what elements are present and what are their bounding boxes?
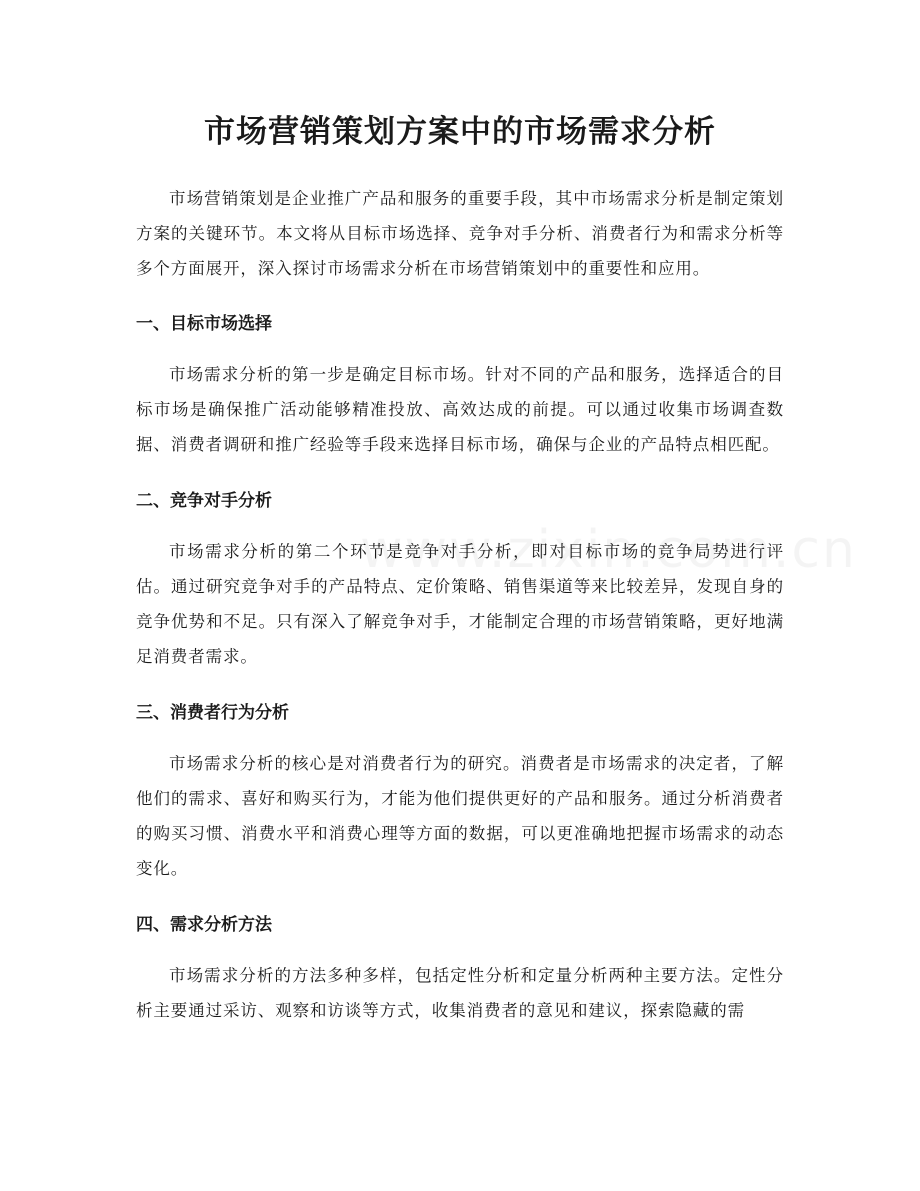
document-body bbox=[136, 181, 784, 1028]
section-body-competitor-analysis: 市场需求分析的第二个环节是竞争对手分析，即对目标市场的竞争局势进行评估。通过研究竞争对手的产品特点、定价策略、销售渠道等来比较差异，发现自身的竞争优势和不足。只有深入了解竞争对手，才能制定合理的市场营销策略，更好地满足消费者需求。 bbox=[136, 542, 784, 666]
section-heading-consumer-behavior: 三、消费者行为分析 bbox=[136, 703, 289, 723]
document-title: 市场营销策划方案中的市场需求分析 bbox=[204, 114, 716, 150]
section-body-demand-methods: 市场需求分析的方法多种多样，包括定性分析和定量分析两种主要方法。定性分析主要通过采访、观察和访谈等方式，收集消费者的意见和建议，探索隐藏的需 bbox=[136, 966, 784, 1020]
intro-paragraph: 市场营销策划是企业推广产品和服务的重要手段，其中市场需求分析是制定策划方案的关键环节。本文将从目标市场选择、竞争对手分析、消费者行为和需求分析等多个方面展开，深入探讨市场需求分析在市场营销策划中的重要性和应用。 bbox=[136, 189, 784, 278]
section-heading-demand-methods: 四、需求分析方法 bbox=[136, 915, 272, 935]
section-body-target-market: 市场需求分析的第一步是确定目标市场。针对不同的产品和服务，选择适合的目标市场是确保推广活动能够精准投放、高效达成的前提。可以通过收集市场调查数据、消费者调研和推广经验等手段来选择目标市场，确保与企业的产品特点相匹配。 bbox=[136, 365, 784, 454]
section-heading-target-market: 一、目标市场选择 bbox=[136, 314, 272, 334]
section-body-consumer-behavior: 市场需求分析的核心是对消费者行为的研究。消费者是市场需求的决定者，了解他们的需求、喜好和购买行为，才能为他们提供更好的产品和服务。通过分析消费者的购买习惯、消费水平和消费心理等方面的数据，可以更准确地把握市场需求的动态变化。 bbox=[136, 754, 784, 878]
section-heading-competitor-analysis: 二、竞争对手分析 bbox=[136, 491, 272, 511]
